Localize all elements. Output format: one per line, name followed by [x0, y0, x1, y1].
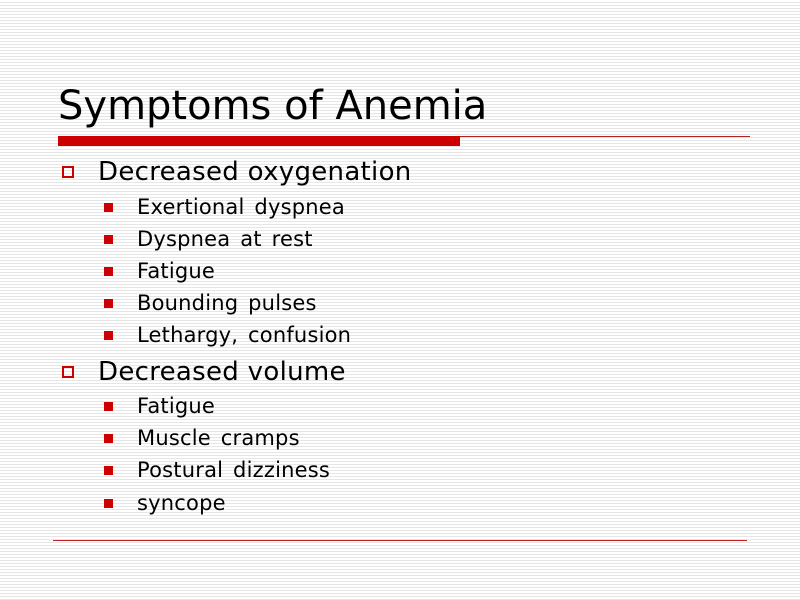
sub-bullet	[104, 193, 345, 221]
sub-bullet-label: Fatigue	[137, 394, 216, 418]
footer-divider-line	[53, 540, 747, 541]
bullet-label: Decreased volume	[98, 357, 346, 387]
bullet-decreased-volume	[62, 356, 346, 388]
sub-bullet-label: Bounding pulses	[137, 291, 317, 315]
sub-bullet	[104, 225, 313, 253]
sub-bullet	[104, 392, 215, 420]
sub-bullet	[104, 489, 226, 517]
sub-bullet-label: Postural dizziness	[137, 458, 331, 482]
filled-square-bullet-icon	[104, 299, 113, 308]
sub-bullet	[104, 424, 300, 452]
sub-bullet-label: Dyspnea at rest	[137, 227, 313, 251]
bullet-decreased-oxygenation	[62, 156, 412, 188]
slide-title: Symptoms of Anemia	[58, 83, 488, 129]
sub-bullet-label: Lethargy, confusion	[137, 323, 352, 347]
sub-bullet	[104, 257, 215, 285]
sub-bullet-label: Exertional dyspnea	[137, 195, 345, 219]
filled-square-bullet-icon	[104, 203, 113, 212]
filled-square-bullet-icon	[104, 267, 113, 276]
sub-bullet	[104, 321, 351, 349]
filled-square-bullet-icon	[104, 434, 113, 443]
filled-square-bullet-icon	[104, 331, 113, 340]
filled-square-bullet-icon	[104, 466, 113, 475]
bullet-label: Decreased oxygenation	[98, 157, 412, 187]
filled-square-bullet-icon	[104, 402, 113, 411]
sub-bullet-label: Fatigue	[137, 259, 216, 283]
hollow-square-bullet-icon	[62, 366, 74, 378]
filled-square-bullet-icon	[104, 499, 113, 508]
sub-bullet	[104, 456, 330, 484]
sub-bullet-label: Muscle cramps	[137, 426, 300, 450]
sub-bullet	[104, 289, 317, 317]
hollow-square-bullet-icon	[62, 166, 74, 178]
sub-bullet-label: syncope	[137, 491, 226, 515]
filled-square-bullet-icon	[104, 235, 113, 244]
